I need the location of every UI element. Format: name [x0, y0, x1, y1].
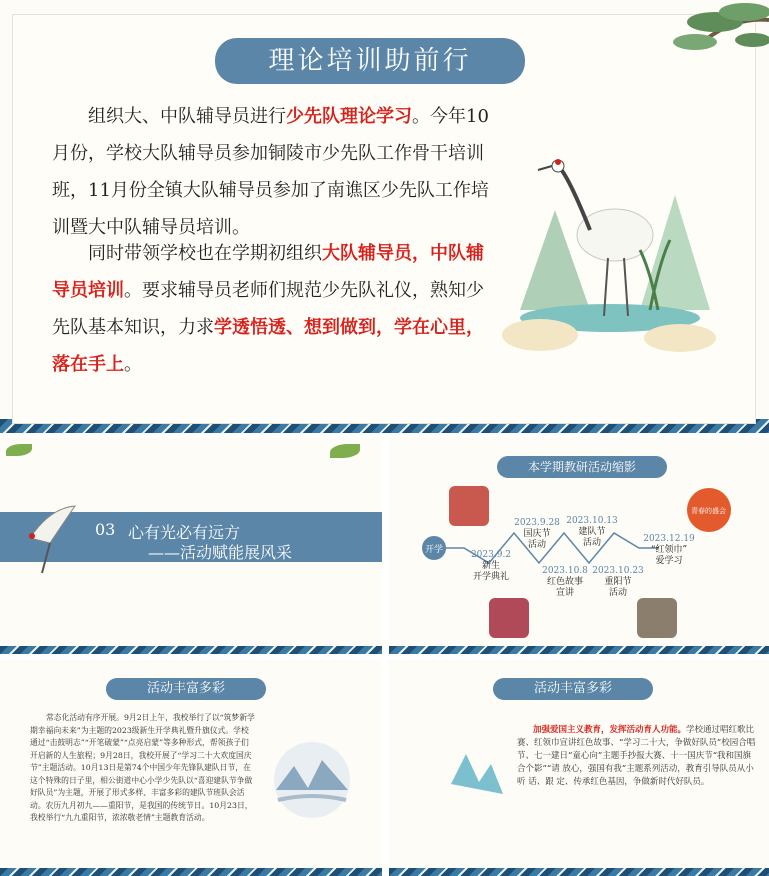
- paragraph-2-text-b: 。要求辅导员老师们规范少先队礼仪，熟知少先队基本知识，力求: [52, 280, 484, 338]
- paragraph-1-text-b: 。今年10月份，学校大队辅导员参加铜陵市少先队工作骨干培训班，11月份全镇大队辅导员参加了南谯区少先队工作培训暨大中队辅导员培训。: [52, 106, 489, 238]
- timeline-node: [537, 566, 593, 599]
- paragraph-1-highlight: 少先队理论学习: [286, 106, 412, 127]
- paragraph-2-text-a: 同时带领学校也在学期初组织: [88, 243, 322, 264]
- paragraph-2: [52, 235, 492, 383]
- timeline-node-date: 2023.12.19: [643, 534, 695, 544]
- slide5-text: 学校通过唱红歌比赛、红领巾宣讲红色故事、“学习二十大，争做好队员”校园合唱节、七一建日“童心向”主题手抄报大赛、十一国庆节“我和国旗合个影”“请 放心，强国有我”主题系列活动，教育引导队员从小听 话、跟 定、传承红色基因，争做新时代好队员。: [517, 725, 756, 787]
- timeline-node-date: 2023.10.8: [542, 566, 588, 576]
- timeline-node-label: 红色故事 宣讲: [546, 577, 583, 598]
- timeline-node-label: 国庆节 活动: [523, 529, 551, 550]
- moon-illustration: [411, 724, 511, 834]
- timeline-node-label: “红领巾” 爱学习: [650, 545, 688, 566]
- section-subheading: ——活动赋能展风采: [148, 543, 293, 562]
- section-number: 03: [95, 520, 116, 539]
- leaf-decoration-right: [330, 444, 360, 458]
- timeline-start-label: 开学: [425, 545, 444, 555]
- slide-title: 理论培训助前行: [215, 38, 525, 84]
- paragraph-2-highlight-b: 学透悟透、想到做到，学在心里，落在手上: [52, 317, 484, 375]
- slide4-paragraph: 常态化活动有序开展。9月2日上午，我校举行了以“筑梦新学期幸福向未来”为主题的2023级新生开学典礼暨升旗仪式。学校通过“击鼓明志”“开笔破蒙”“点亮启蒙”等多种形式，帮领孩子们开启新的人生旅程；9月28日，我校开展了“学习二十大欢度国庆节”主题活动。10月13日是第74个中国少年先锋队建队日节，在这个特殊的日子里，相公街道中心小学少先队以“喜迎建队节争做好队员”为主题，开展了形式多样、丰富多彩的建队节班队会活动。农历九月初九——重阳节，是我国的传统节日。10月23日，我校举行“九九重阳节，浓浓敬老情”主题教育活动。: [30, 713, 255, 822]
- slide-section-03[interactable]: [0, 438, 382, 654]
- slide-activity-timeline[interactable]: [389, 438, 769, 654]
- paragraph-2-text-c: 。: [124, 354, 142, 375]
- timeline-badge: 青春的盛会: [691, 507, 726, 515]
- pine-tree-decoration: [635, 0, 769, 120]
- paragraph-2-highlight-a: 大队辅导员，中队辅导员培训: [52, 243, 484, 301]
- timeline-node: [463, 550, 519, 583]
- section-heading: 心有光必有远方: [128, 523, 241, 542]
- slide5-highlight: 加强爱国主义教育，发挥活动育人功能。: [533, 725, 687, 735]
- paragraph-1-text-a: 组织大、中队辅导员进行: [88, 106, 286, 127]
- ink-landscape-circle: [272, 740, 352, 820]
- timeline-node: [563, 516, 621, 549]
- wave-border-bottom: [389, 646, 769, 654]
- slide-theory-training[interactable]: [0, 0, 769, 433]
- slide5-paragraph: [517, 724, 757, 789]
- timeline-node-date: 2023.9.2: [470, 550, 512, 560]
- wave-border-bottom: [0, 868, 382, 876]
- timeline-node-label: 重阳节 活动: [604, 577, 632, 598]
- timeline-node: [639, 534, 699, 567]
- timeline-node-date: 2023.9.28: [514, 518, 560, 528]
- timeline-node-label: 建队节 活动: [578, 527, 606, 548]
- timeline-node: [509, 518, 565, 551]
- wave-border-bottom: [389, 868, 769, 876]
- crane-landscape-illustration: [500, 140, 720, 360]
- timeline-node: [589, 566, 647, 599]
- timeline-node-label: 新生 开学典礼: [472, 561, 509, 582]
- timeline-title: 本学期教研活动缩影: [497, 456, 667, 478]
- slide4-title: 活动丰富多彩: [106, 678, 266, 700]
- slide5-title: 活动丰富多彩: [493, 678, 653, 700]
- paragraph-1: [52, 98, 492, 246]
- crane-icon: [20, 498, 80, 578]
- timeline-node-date: 2023.10.13: [566, 516, 618, 526]
- slide-activities-right[interactable]: [389, 660, 769, 876]
- wave-border-bottom: [0, 646, 382, 654]
- slide-activities-left[interactable]: [0, 660, 382, 876]
- timeline-node-date: 2023.10.23: [592, 566, 644, 576]
- leaf-decoration-left: [6, 444, 32, 456]
